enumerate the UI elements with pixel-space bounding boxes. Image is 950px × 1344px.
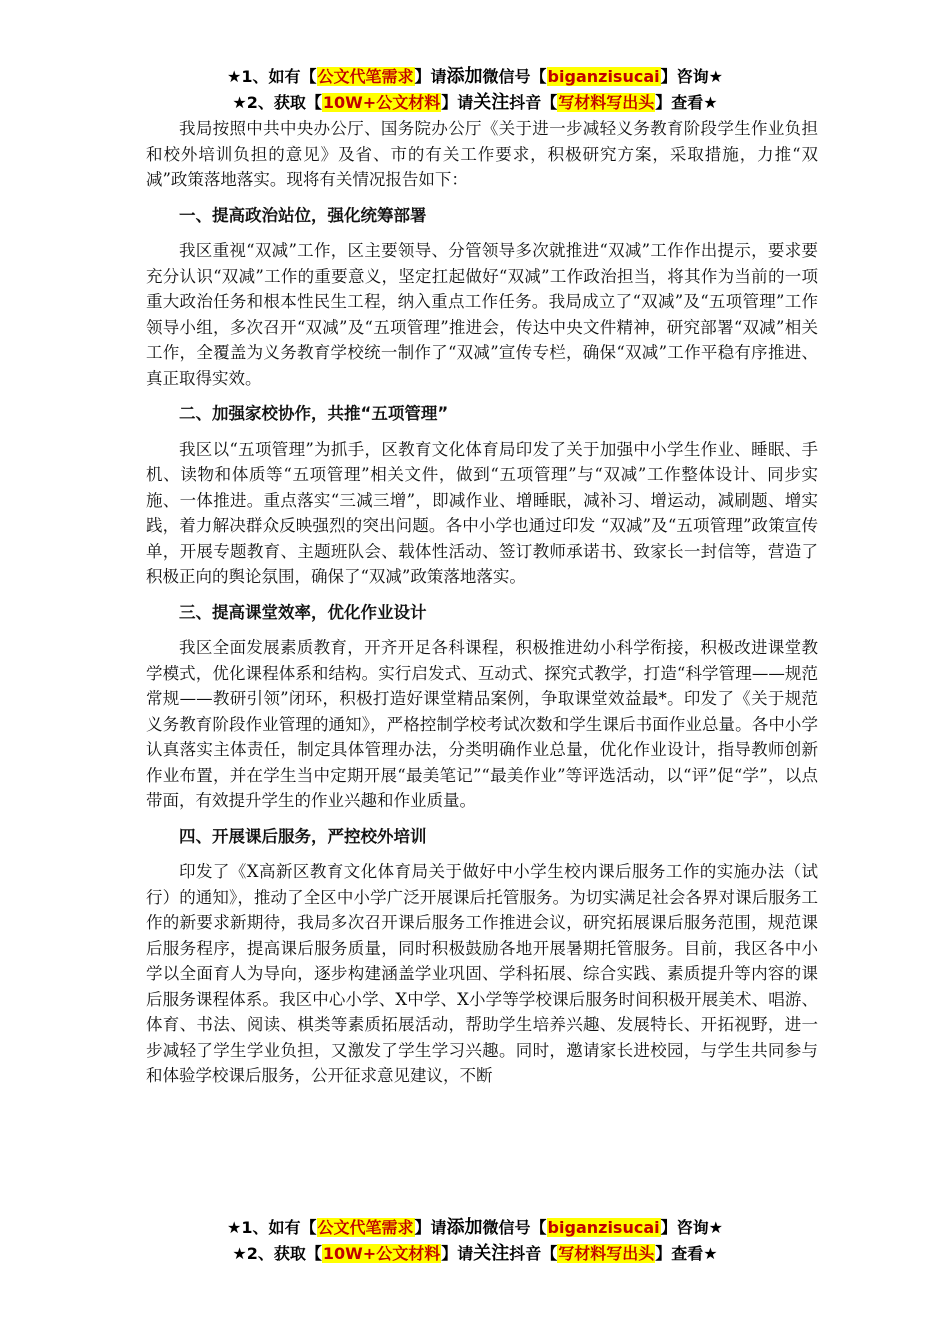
- promo-text: 】请: [414, 1218, 447, 1237]
- promo-highlight: 10W+公文材料: [322, 93, 441, 112]
- promo-text: 】请: [414, 67, 447, 86]
- promo-line-2: [0, 90, 950, 116]
- promo-text: 微信号【: [482, 67, 547, 86]
- section-paragraph: 我区全面发展素质教育，开齐开足各科课程，积极推进幼小科学衔接，积极改进课堂教学模式，优化课程体系和结构。实行启发式、互动式、探究式教学，打造“科学管理——规范常规——教研引领”闭环，积极打造好课堂精品案例，争取课堂效益最*。印发了《关于规范义务教育阶段作业管理的通知》，严格控制学校考试次数和学生课后书面作业总量。各中小学认真落实主体责任，制定具体管理办法，分类明确作业总量，优化作业设计，指导教师创新作业布置，并在学生当中定期开展“最美笔记”“最美作业”等评选活动，以“评”促“学”，以点带面，有效提升学生的作业兴趣和作业质量。: [146, 638, 818, 810]
- promo-emphasis: 关注: [473, 92, 510, 113]
- promo-text: ★2、获取【: [232, 1244, 322, 1263]
- promo-highlight: 写材料写出头: [558, 1244, 655, 1263]
- promo-text: 微信号【: [482, 1218, 547, 1237]
- section-paragraph: 印发了《X高新区教育文化体育局关于做好中小学生校内课后服务工作的实施办法（试行）的通知》，推动了全区中小学广泛开展课后托管服务。为切实满足社会各界对课后服务工作的新要求新期待，我局多次召开课后服务工作推进会议，研究拓展课后服务范围，规范课后服务程序，提高课后服务质量，同时积极鼓励各地开展暑期托管服务。目前，我区各中小学以全面育人为导向，逐步构建涵盖学业巩固、学科拓展、综合实践、素质提升等内容的课后服务课程体系。我区中心小学、X中学、X小学等学校课后服务时间积极开展美术、唱游、体育、书法、阅读、棋类等素质拓展活动，帮助学生培养兴趣、发展特长、开拓视野，进一步减轻了学生学业负担，又激发了学生学习兴趣。同时，邀请家长进校园，与学生共同参与和体验学校课后服务，公开征求意见建议，不断: [146, 862, 818, 1085]
- promo-text: 】咨询★: [660, 1218, 723, 1237]
- promo-line-2: [0, 1241, 950, 1267]
- promo-text: 抖音【: [509, 1244, 558, 1263]
- promo-highlight: biganzisucai: [547, 67, 660, 86]
- promo-banner-top: [0, 64, 950, 116]
- promo-text: 抖音【: [509, 93, 558, 112]
- section-heading: 三、提高课堂效率，优化作业设计: [179, 602, 427, 622]
- promo-text: 】查看★: [655, 1244, 718, 1263]
- intro-paragraph: 我局按照中共中央办公厅、国务院办公厅《关于进一步减轻义务教育阶段学生作业负担和校外培训负担的意见》及省、市的有关工作要求，积极研究方案，采取措施，力推“双减”政策落地落实。现将有关情况报告如下：: [146, 119, 818, 189]
- promo-banner-bottom: [0, 1215, 950, 1267]
- promo-emphasis: 添加: [446, 66, 483, 87]
- promo-highlight: 10W+公文材料: [322, 1244, 441, 1263]
- promo-text: ★1、如有【: [227, 67, 317, 86]
- promo-highlight: 公文代笔需求: [317, 67, 414, 86]
- promo-highlight: 公文代笔需求: [317, 1218, 414, 1237]
- promo-text: 】请: [441, 1244, 474, 1263]
- promo-line-1: [0, 1215, 950, 1241]
- promo-text: 】咨询★: [660, 67, 723, 86]
- section-heading: 二、加强家校协作，共推“五项管理”: [179, 404, 449, 423]
- section-heading: 四、开展课后服务，严控校外培训: [179, 826, 427, 846]
- section-paragraph: 我区以“五项管理”为抓手，区教育文化体育局印发了关于加强中小学生作业、睡眠、手机、读物和体质等“五项管理”相关文件，做到“五项管理”与“双减”工作整体设计、同步实施、一体推进。重点落实“三减三增”，即减作业、增睡眠，减补习、增运动，减刷题、增实践，着力解决群众反映强烈的突出问题。各中小学也通过印发 “双减”及“五项管理”政策宣传单，开展专题教育、主题班队会、载体性活动、签订教师承诺书、致家长一封信等，营造了积极正向的舆论氛围，确保了“双减”政策落地落实。: [146, 439, 818, 586]
- document-body: [146, 116, 818, 1089]
- promo-text: ★1、如有【: [227, 1218, 317, 1237]
- section-paragraph: 我区重视“双减”工作，区主要领导、分管领导多次就推进“双减”工作作出提示，要求要充分认识“双减”工作的重要意义，坚定扛起做好“双减”工作政治担当，将其作为当前的一项重大政治任务和根本性民生工程，纳入重点工作任务。我局成立了“双减”及“五项管理”工作领导小组，多次召开“双减”及“五项管理”推进会，传达中央文件精神，研究部署“双减”相关工作，全覆盖为义务教育学校统一制作了“双减”宣传专栏，确保“双减”工作平稳有序推进、真正取得实效。: [146, 241, 818, 388]
- promo-text: 】请: [441, 93, 474, 112]
- promo-emphasis: 添加: [446, 1217, 483, 1238]
- promo-line-1: [0, 64, 950, 90]
- promo-text: ★2、获取【: [232, 93, 322, 112]
- promo-text: 】查看★: [655, 93, 718, 112]
- section-heading: 一、提高政治站位，强化统筹部署: [179, 205, 427, 225]
- promo-highlight: 写材料写出头: [558, 93, 655, 112]
- promo-emphasis: 关注: [473, 1243, 510, 1264]
- promo-highlight: biganzisucai: [547, 1218, 660, 1237]
